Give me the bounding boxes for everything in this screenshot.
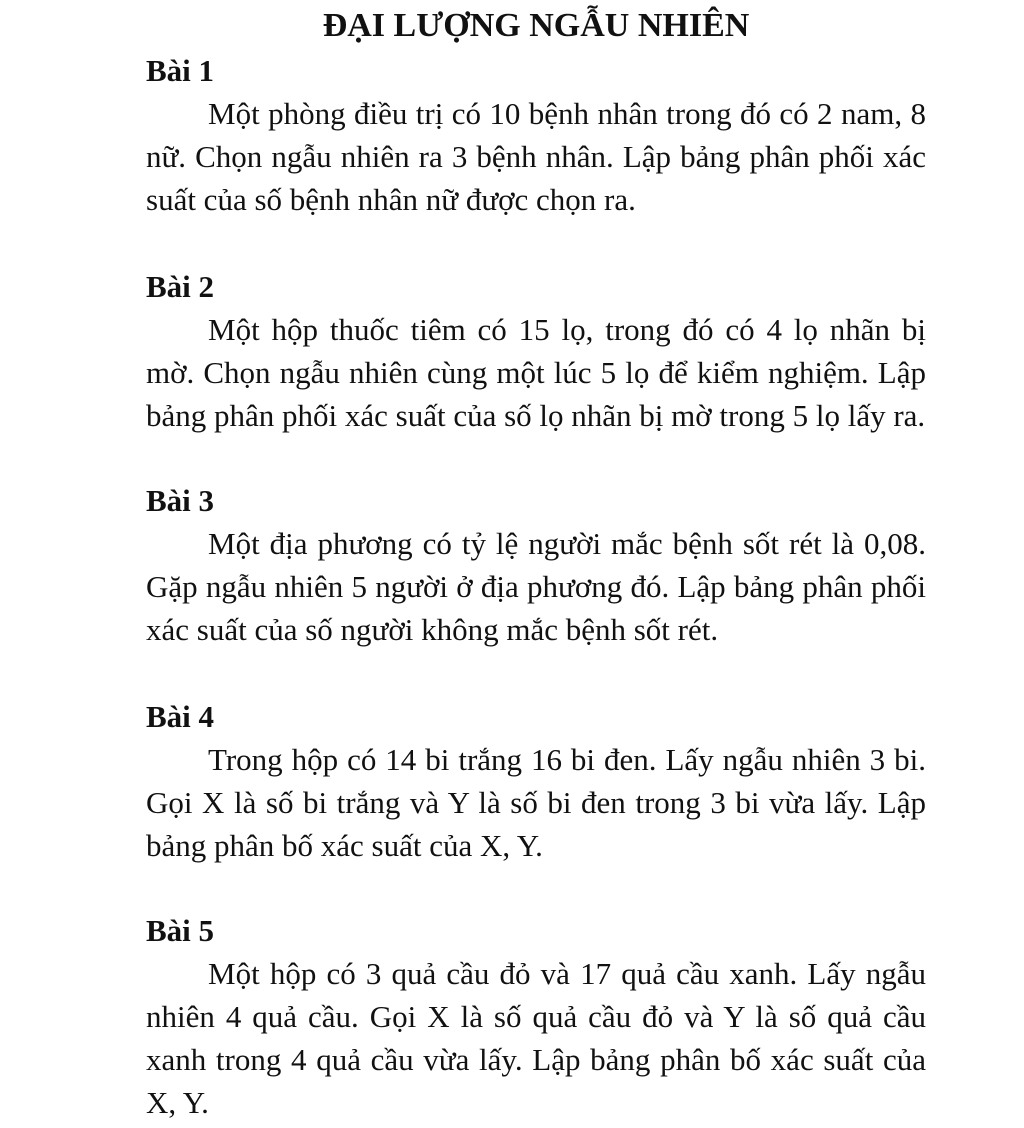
exercise-4 xyxy=(146,696,926,867)
page-title: ĐẠI LƯỢNG NGẪU NHIÊN xyxy=(322,7,750,44)
exercise-heading: Bài 4 xyxy=(146,699,215,734)
exercise-text: Một hộp có 3 quả cầu đỏ và 17 quả cầu xanh. Lấy ngẫu nhiên 4 quả cầu. Gọi X là số quả cầu đỏ và Y là số quả cầu xanh trong 4 quả cầu vừa lấy. Lập bảng phân bố xác suất của X, Y. xyxy=(146,956,926,1120)
exercise-1 xyxy=(146,50,926,221)
exercise-2 xyxy=(146,266,926,437)
exercise-text: Một hộp thuốc tiêm có 15 lọ, trong đó có 4 lọ nhãn bị mờ. Chọn ngẫu nhiên cùng một lúc 5 lọ để kiểm nghiệm. Lập bảng phân phối xác suất của số lọ nhãn bị mờ trong 5 lọ lấy ra. xyxy=(146,312,926,433)
exercise-3 xyxy=(146,480,926,651)
exercise-heading: Bài 3 xyxy=(146,483,215,518)
exercise-heading: Bài 5 xyxy=(146,913,215,948)
exercise-heading: Bài 1 xyxy=(146,53,215,88)
exercise-5 xyxy=(146,910,926,1124)
exercise-text: Trong hộp có 14 bi trắng 16 bi đen. Lấy ngẫu nhiên 3 bi. Gọi X là số bi trắng và Y là số bi đen trong 3 bi vừa lấy. Lập bảng phân bố xác suất của X, Y. xyxy=(146,742,926,863)
exercise-text: Một phòng điều trị có 10 bệnh nhân trong đó có 2 nam, 8 nữ. Chọn ngẫu nhiên ra 3 bệnh nhân. Lập bảng phân phối xác suất của số bệnh nhân nữ được chọn ra. xyxy=(146,96,926,217)
exercise-heading: Bài 2 xyxy=(146,269,215,304)
exercise-text: Một địa phương có tỷ lệ người mắc bệnh sốt rét là 0,08. Gặp ngẫu nhiên 5 người ở địa phương đó. Lập bảng phân phối xác suất của số người không mắc bệnh sốt rét. xyxy=(146,526,926,647)
